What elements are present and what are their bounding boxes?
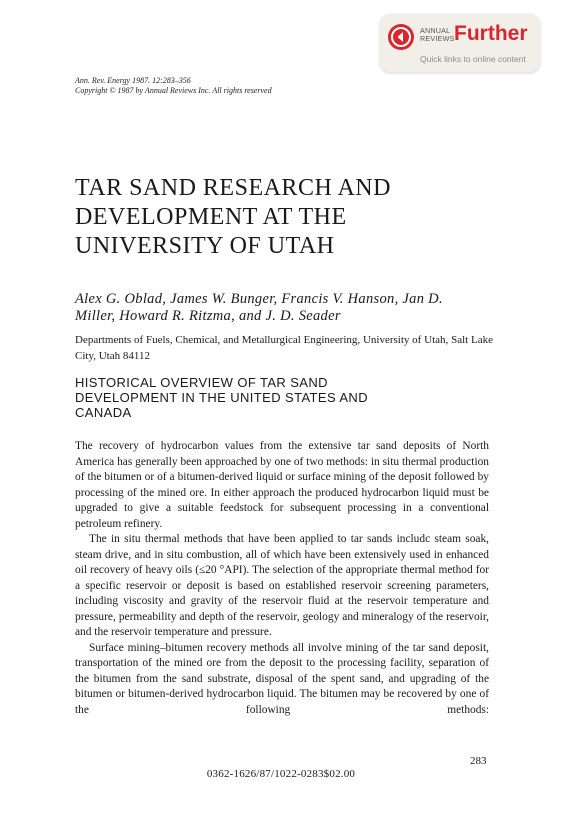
- paragraph-1: The recovery of hydrocarbon values from the extensive tar sand deposits of North America has generally been approached by one of two methods: in situ thermal production of the bitumen or of a bitumen-derived liquid or surface mining of the deposit followed by processing of the mined ore. In either approach the produced hydrocarbon liquid must be upgraded to give a suitable feedstock for subsequent processing in a conventional petroleum refinery.: [75, 440, 489, 530]
- title-line-2: DEVELOPMENT AT THE: [75, 204, 347, 230]
- section-heading: [75, 375, 475, 420]
- affiliation: Departments of Fuels, Chemical, and Metallurgical Engineering, University of Utah, Salt Lake City, Utah 84112: [75, 334, 493, 362]
- paragraph-2: The in situ thermal methods that have been applied to tar sands includc steam soak, steam drive, and in situ combustion, all of which have been extensively used in enhanced oil recovery of heavy oils (≤20 °API). The selection of the appropriate thermal method for a specific reservoir or deposit is based on established reservoir screening parameters, including viscosity and gravity of the reservoir fluid at the reservoir temperature and pressure, permeability and depth of the reservoir, geology and mineralogy of the reservoir, and the reservoir temperature and pressure.: [75, 533, 489, 638]
- annual-line: ANNUAL: [420, 26, 451, 35]
- badge-subtitle: Quick links to online content: [420, 54, 526, 64]
- body-text: [75, 439, 489, 718]
- further-badge[interactable]: [380, 14, 540, 72]
- reviews-line: REVIEWS: [420, 34, 455, 43]
- section-line-2: DEVELOPMENT IN THE UNITED STATES AND: [75, 390, 368, 405]
- title-line-3: UNIVERSITY OF UTAH: [75, 233, 335, 259]
- play-circle-icon: [388, 24, 414, 50]
- section-line-3: CANADA: [75, 405, 132, 420]
- citation-line-2: Copyright © 1987 by Annual Reviews Inc. All rights reserved: [75, 86, 272, 95]
- article-title: [75, 174, 435, 261]
- authors-line-1: Alex G. Oblad, James W. Bunger, Francis V. Hanson, Jan D.: [75, 291, 443, 307]
- footer-code: 0362-1626/87/1022-0283$02.00: [206, 768, 356, 780]
- page-number: 283: [470, 755, 487, 767]
- authors-line-2: Miller, Howard R. Ritzma, and J. D. Seader: [75, 308, 341, 324]
- author-list: [75, 291, 495, 325]
- further-label: Further: [454, 22, 528, 45]
- title-line-1: TAR SAND RESEARCH AND: [75, 175, 391, 201]
- citation-line-1: Ann. Rev. Energy 1987. 12:283–356: [75, 76, 191, 85]
- annual-reviews-label: [420, 27, 455, 43]
- section-line-1: HISTORICAL OVERVIEW OF TAR SAND: [75, 375, 328, 390]
- paragraph-3: Surface mining–bitumen recovery methods all involve mining of the tar sand deposit, transportation of the mined ore from the deposit to the processing facility, separation of the bitumen from the sand substrate, disposal of the spent sand, and upgrading of the bitumen or bitumen-derived hydrocarbon liquid. The bitumen may be recovered by one of the following methods:: [75, 641, 489, 716]
- journal-citation: [75, 76, 272, 96]
